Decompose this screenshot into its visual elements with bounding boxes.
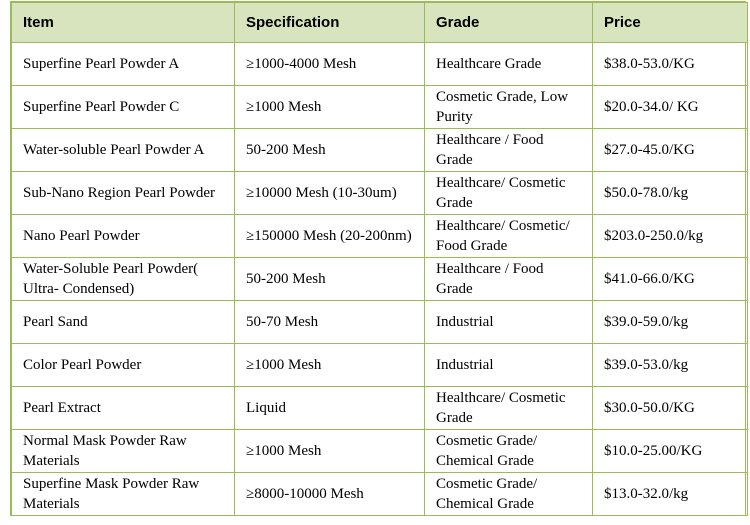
cell-item: Nano Pearl Powder — [12, 215, 235, 258]
table-row — [12, 215, 748, 258]
table-row — [12, 344, 748, 387]
cell-grade: Healthcare / Food Grade — [425, 129, 593, 172]
cell-item: Superfine Mask Powder Raw Materials — [12, 473, 235, 516]
cell-item: Sub-Nano Region Pearl Powder — [12, 172, 235, 215]
cell-price: $27.0-45.0/KG — [593, 129, 748, 172]
cell-price: $10.0-25.00/KG — [593, 430, 748, 473]
table-row — [12, 301, 748, 344]
cell-grade: Healthcare/ Cosmetic/ Food Grade — [425, 215, 593, 258]
header-grade: Grade — [425, 3, 593, 43]
cell-item: Color Pearl Powder — [12, 344, 235, 387]
cell-price: $41.0-66.0/KG — [593, 258, 748, 301]
cell-specification: ≥1000 Mesh — [235, 430, 425, 473]
cell-grade: Healthcare / Food Grade — [425, 258, 593, 301]
cell-price: $50.0-78.0/kg — [593, 172, 748, 215]
cell-item: Pearl Sand — [12, 301, 235, 344]
header-item: Item — [12, 3, 235, 43]
cell-price: $39.0-53.0/kg — [593, 344, 748, 387]
cell-specification: Liquid — [235, 387, 425, 430]
table-row — [12, 129, 748, 172]
table-row — [12, 86, 748, 129]
cell-specification: ≥8000-10000 Mesh — [235, 473, 425, 516]
cell-specification: 50-200 Mesh — [235, 258, 425, 301]
cell-specification: ≥1000-4000 Mesh — [235, 43, 425, 86]
cell-grade: Industrial — [425, 344, 593, 387]
cell-price: $30.0-50.0/KG — [593, 387, 748, 430]
cell-price: $39.0-59.0/kg — [593, 301, 748, 344]
cell-price: $38.0-53.0/KG — [593, 43, 748, 86]
cell-price: $20.0-34.0/ KG — [593, 86, 748, 129]
table-row — [12, 258, 748, 301]
cell-specification: ≥10000 Mesh (10-30um) — [235, 172, 425, 215]
table-row — [12, 430, 748, 473]
cell-item: Superfine Pearl Powder C — [12, 86, 235, 129]
cell-item: Pearl Extract — [12, 387, 235, 430]
table-row — [12, 43, 748, 86]
cell-grade: Cosmetic Grade/ Chemical Grade — [425, 473, 593, 516]
cell-grade: Healthcare/ Cosmetic Grade — [425, 172, 593, 215]
cell-item: Superfine Pearl Powder A — [12, 43, 235, 86]
cell-specification: 50-200 Mesh — [235, 129, 425, 172]
cell-specification: ≥150000 Mesh (20-200nm) — [235, 215, 425, 258]
price-table-container — [10, 1, 746, 516]
cell-price: $13.0-32.0/kg — [593, 473, 748, 516]
table-row — [12, 473, 748, 516]
header-specification: Specification — [235, 3, 425, 43]
cell-specification: ≥1000 Mesh — [235, 86, 425, 129]
header-price: Price — [593, 3, 748, 43]
cell-item: Normal Mask Powder Raw Materials — [12, 430, 235, 473]
table-row — [12, 387, 748, 430]
cell-item: Water-soluble Pearl Powder A — [12, 129, 235, 172]
cell-grade: Healthcare Grade — [425, 43, 593, 86]
cell-specification: ≥1000 Mesh — [235, 344, 425, 387]
price-table — [11, 2, 748, 516]
cell-grade: Cosmetic Grade, Low Purity — [425, 86, 593, 129]
cell-grade: Healthcare/ Cosmetic Grade — [425, 387, 593, 430]
table-row — [12, 172, 748, 215]
table-header-row — [12, 3, 748, 43]
cell-grade: Industrial — [425, 301, 593, 344]
cell-specification: 50-70 Mesh — [235, 301, 425, 344]
cell-grade: Cosmetic Grade/ Chemical Grade — [425, 430, 593, 473]
cell-item: Water-Soluble Pearl Powder( Ultra- Condensed) — [12, 258, 235, 301]
cell-price: $203.0-250.0/kg — [593, 215, 748, 258]
